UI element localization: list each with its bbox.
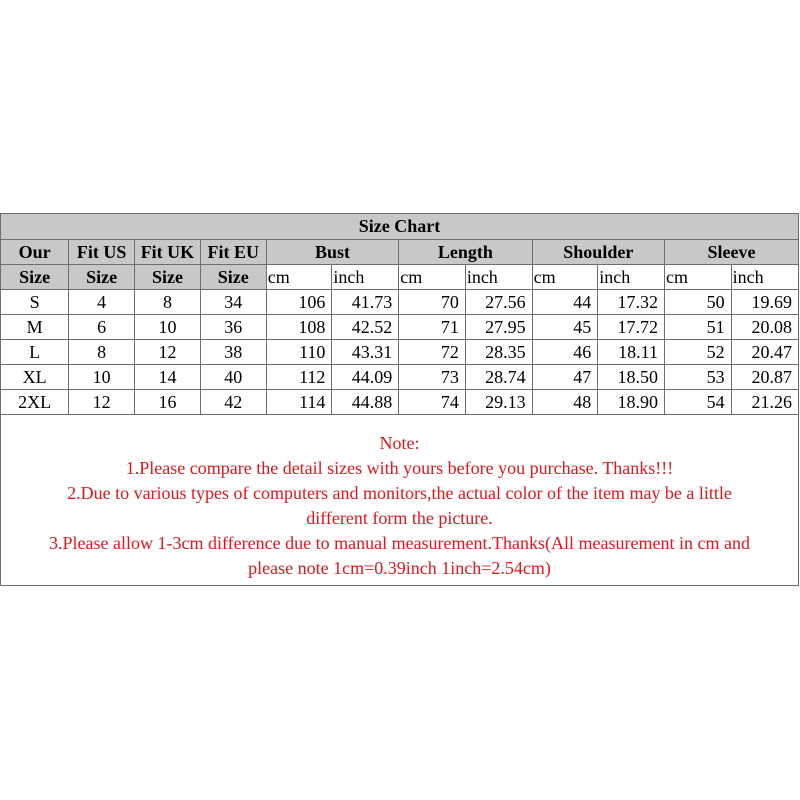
- unit-cm: cm: [266, 265, 332, 290]
- table-title: Size Chart: [1, 214, 798, 240]
- table-cell: 20.08: [731, 315, 798, 340]
- unit-inch: inch: [332, 265, 399, 290]
- table-cell: 20.87: [731, 365, 798, 390]
- table-cell: 73: [399, 365, 466, 390]
- table-cell: 18.11: [598, 340, 665, 365]
- table-cell: 42: [200, 390, 266, 415]
- table-cell: L: [1, 340, 69, 365]
- table-cell: 54: [665, 390, 732, 415]
- table-cell: 38: [200, 340, 266, 365]
- table-cell: 12: [135, 340, 201, 365]
- table-cell: 42.52: [332, 315, 399, 340]
- table-row: [1, 365, 798, 390]
- header-our-size-line2: Size: [1, 265, 69, 290]
- table-cell: 70: [399, 290, 466, 315]
- table-cell: 44.88: [332, 390, 399, 415]
- note-line-2-cont: different form the picture.: [306, 508, 493, 528]
- table-cell: 16: [135, 390, 201, 415]
- table-cell: 40: [200, 365, 266, 390]
- header-our-size: Our: [1, 240, 69, 265]
- table-cell: 50: [665, 290, 732, 315]
- header-fit-uk-line2: Size: [135, 265, 201, 290]
- header-length: Length: [399, 240, 532, 265]
- header-fit-us: Fit US: [69, 240, 135, 265]
- unit-inch: inch: [465, 265, 532, 290]
- table-cell: 19.69: [731, 290, 798, 315]
- note-line-2: 2.Due to various types of computers and monitors,the actual color of the item may be a little: [67, 483, 732, 503]
- size-chart-panel: [0, 213, 799, 586]
- table-cell: 110: [266, 340, 332, 365]
- notes-block: [1, 431, 798, 581]
- table-cell: 14: [135, 365, 201, 390]
- table-cell: 2XL: [1, 390, 69, 415]
- table-cell: 18.50: [598, 365, 665, 390]
- table-cell: 20.47: [731, 340, 798, 365]
- header-sleeve: Sleeve: [665, 240, 799, 265]
- table-cell: 17.72: [598, 315, 665, 340]
- table-cell: 44: [532, 290, 598, 315]
- table-row: [1, 390, 798, 415]
- unit-cm: cm: [399, 265, 466, 290]
- table-cell: 28.35: [465, 340, 532, 365]
- table-cell: 53: [665, 365, 732, 390]
- table-cell: 71: [399, 315, 466, 340]
- header-bust: Bust: [266, 240, 398, 265]
- header-fit-uk: Fit UK: [135, 240, 201, 265]
- table-cell: 108: [266, 315, 332, 340]
- unit-inch: inch: [598, 265, 665, 290]
- table-cell: 72: [399, 340, 466, 365]
- unit-cm: cm: [532, 265, 598, 290]
- table-cell: 18.90: [598, 390, 665, 415]
- table-row: [1, 340, 798, 365]
- table-cell: M: [1, 315, 69, 340]
- table-cell: 47: [532, 365, 598, 390]
- size-chart-table: [1, 214, 798, 415]
- table-cell: 10: [69, 365, 135, 390]
- table-cell: 51: [665, 315, 732, 340]
- table-cell: 52: [665, 340, 732, 365]
- table-cell: 74: [399, 390, 466, 415]
- unit-inch: inch: [731, 265, 798, 290]
- table-cell: S: [1, 290, 69, 315]
- header-fit-us-line2: Size: [69, 265, 135, 290]
- header-fit-eu: Fit EU: [200, 240, 266, 265]
- note-heading: Note:: [379, 433, 420, 453]
- unit-cm: cm: [665, 265, 732, 290]
- table-cell: 114: [266, 390, 332, 415]
- table-cell: 41.73: [332, 290, 399, 315]
- table-cell: 27.95: [465, 315, 532, 340]
- table-cell: 8: [135, 290, 201, 315]
- table-cell: 6: [69, 315, 135, 340]
- note-line-3-cont: please note 1cm=0.39inch 1inch=2.54cm): [248, 558, 551, 578]
- table-cell: 34: [200, 290, 266, 315]
- table-cell: 48: [532, 390, 598, 415]
- size-rows: [1, 290, 798, 415]
- table-cell: 17.32: [598, 290, 665, 315]
- table-cell: 28.74: [465, 365, 532, 390]
- table-cell: 21.26: [731, 390, 798, 415]
- table-cell: 43.31: [332, 340, 399, 365]
- table-cell: 44.09: [332, 365, 399, 390]
- table-cell: 8: [69, 340, 135, 365]
- table-cell: 112: [266, 365, 332, 390]
- table-row: [1, 315, 798, 340]
- table-cell: 4: [69, 290, 135, 315]
- note-line-1: 1.Please compare the detail sizes with yours before you purchase. Thanks!!!: [125, 458, 674, 478]
- table-cell: 10: [135, 315, 201, 340]
- table-cell: XL: [1, 365, 69, 390]
- table-cell: 12: [69, 390, 135, 415]
- header-fit-eu-line2: Size: [200, 265, 266, 290]
- table-cell: 29.13: [465, 390, 532, 415]
- header-shoulder: Shoulder: [532, 240, 664, 265]
- note-line-3: 3.Please allow 1-3cm difference due to manual measurement.Thanks(All measurement in cm and: [49, 533, 750, 553]
- table-row: [1, 290, 798, 315]
- table-cell: 27.56: [465, 290, 532, 315]
- table-cell: 106: [266, 290, 332, 315]
- table-cell: 46: [532, 340, 598, 365]
- table-cell: 45: [532, 315, 598, 340]
- table-cell: 36: [200, 315, 266, 340]
